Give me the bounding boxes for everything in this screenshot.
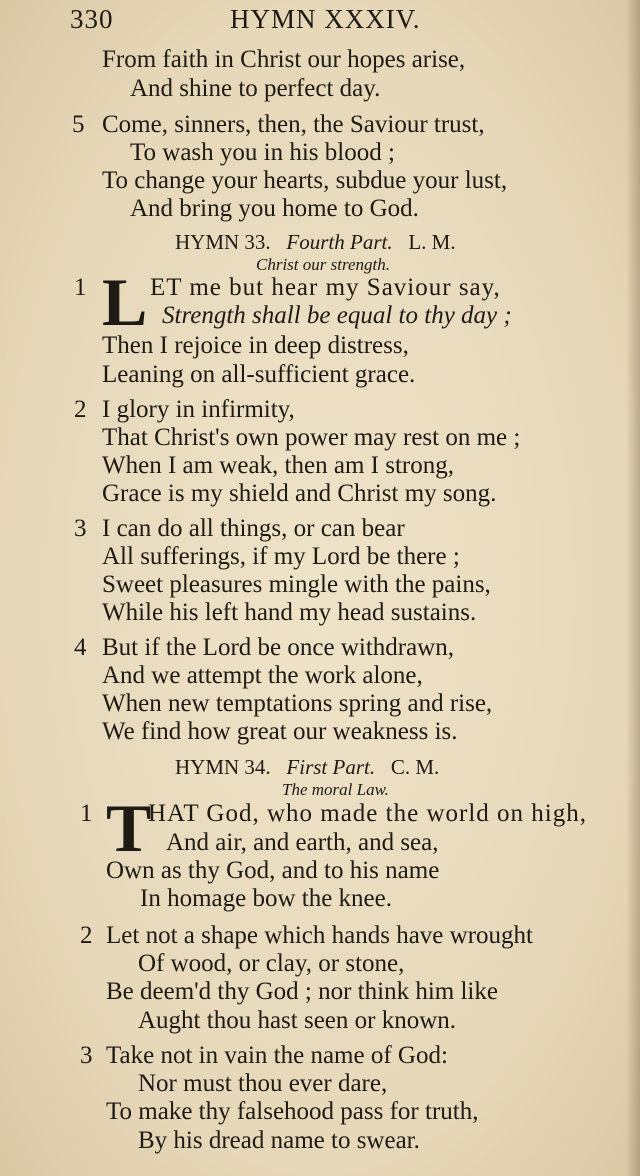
verse-line: ET me but hear my Saviour say, — [150, 274, 501, 301]
hymn-part: Fourth Part. — [286, 230, 393, 254]
verse-line: Take not in vain the name of God: — [106, 1042, 448, 1069]
verse-line: By his dread name to swear. — [138, 1127, 420, 1154]
verse-line: Of wood, or clay, or stone, — [138, 950, 405, 977]
verse-number: 2 — [74, 396, 87, 423]
verse-line: That Christ's own power may rest on me ; — [102, 424, 521, 451]
verse-line: Own as thy God, and to his name — [106, 857, 440, 884]
verse-line: HAT God, who made the world on high, — [148, 800, 587, 827]
page-header — [70, 4, 620, 40]
verse-line: To change your hearts, subdue your lust, — [102, 167, 508, 194]
verse-line: Grace is my shield and Christ my song. — [102, 480, 497, 507]
verse-line: To wash you in his blood ; — [130, 139, 395, 166]
verse-line: But if the Lord be once withdrawn, — [102, 634, 454, 661]
verse-line: Nor must thou ever dare, — [138, 1070, 388, 1097]
hymn-number: HYMN 34. — [175, 755, 271, 779]
verse-line: Let not a shape which hands have wrought — [106, 922, 533, 949]
drop-cap: T — [106, 790, 152, 866]
verse-number: 5 — [72, 111, 85, 138]
verse-line: From faith in Christ our hopes arise, — [102, 46, 466, 73]
hymn-heading — [175, 230, 456, 254]
hymn-heading — [175, 755, 439, 779]
verse-line: Then I rejoice in deep distress, — [102, 332, 409, 359]
verse-line: And air, and earth, and sea, — [166, 829, 439, 856]
verse-line: And shine to perfect day. — [130, 75, 381, 102]
drop-cap: L — [102, 264, 148, 340]
page-edge-shadow — [626, 0, 640, 1176]
hymn-number: HYMN 33. — [175, 230, 271, 254]
verse-number: 2 — [80, 922, 93, 949]
verse-line: Sweet pleasures mingle with the pains, — [102, 571, 491, 598]
verse-line: When I am weak, then am I strong, — [102, 452, 454, 479]
verse-line: Come, sinners, then, the Saviour trust, — [102, 111, 485, 138]
verse-line: I glory in infirmity, — [102, 396, 295, 423]
hymn-subtitle: The moral Law. — [282, 780, 389, 799]
verse-line: I can do all things, or can bear — [102, 515, 405, 542]
hymn-part: First Part. — [286, 755, 376, 779]
hymn-meter: C. M. — [390, 755, 440, 779]
verse-number: 1 — [74, 274, 87, 301]
verse-number: 4 — [74, 634, 87, 661]
hymn-subtitle: Christ our strength. — [256, 255, 390, 274]
verse-line: Aught thou hast seen or known. — [138, 1007, 457, 1034]
verse-number: 3 — [80, 1042, 93, 1069]
verse-line: We find how great our weakness is. — [102, 718, 458, 745]
hymn-meter: L. M. — [408, 230, 456, 254]
page-number: 330 — [70, 4, 114, 34]
verse-line: Strength shall be equal to thy day ; — [162, 302, 512, 329]
verse-line: And bring you home to God. — [130, 195, 419, 222]
verse-number: 3 — [74, 515, 87, 542]
running-title: HYMN XXXIV. — [230, 4, 421, 34]
verse-line: In homage bow the knee. — [140, 885, 393, 912]
verse-line: While his left hand my head sustains. — [102, 599, 477, 626]
verse-line: And we attempt the work alone, — [102, 662, 423, 689]
verse-line: Be deem'd thy God ; nor think him like — [106, 978, 498, 1005]
verse-line: To make thy falsehood pass for truth, — [106, 1098, 479, 1125]
verse-line: When new temptations spring and rise, — [102, 690, 493, 717]
verse-line: All sufferings, if my Lord be there ; — [102, 543, 460, 570]
verse-line: Leaning on all-sufficient grace. — [102, 361, 416, 388]
verse-number: 1 — [80, 800, 93, 827]
